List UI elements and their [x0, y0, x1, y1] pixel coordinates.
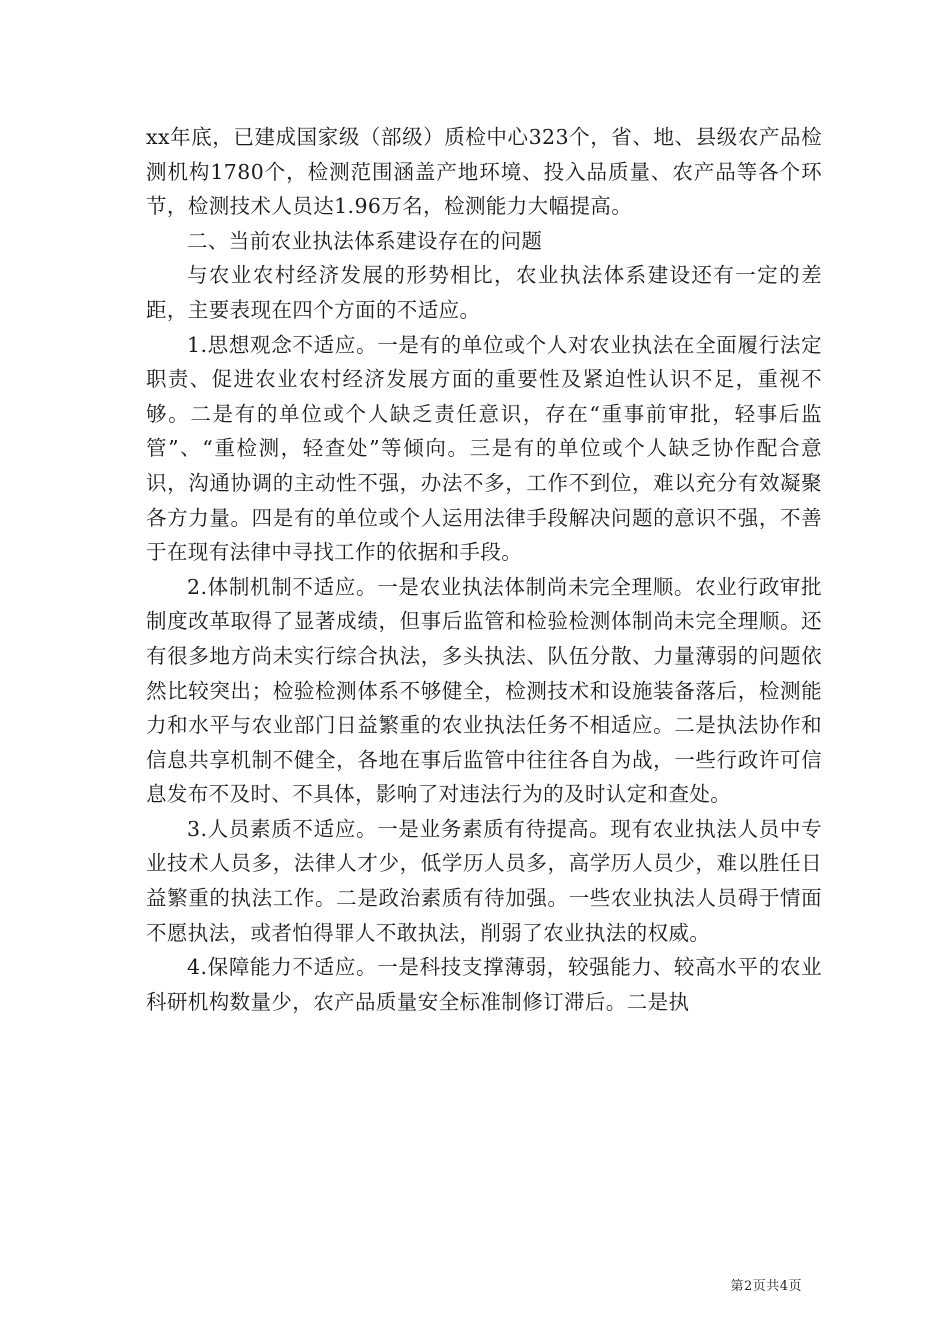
- page-number: 第2页共4页: [730, 1279, 802, 1294]
- paragraph-intro: 与农业农村经济发展的形势相比，农业执法体系建设还有一定的差距，主要表现在四个方面的不适应。: [146, 263, 822, 322]
- paragraph-point-2: 2.体制机制不适应。一是农业执法体制尚未完全理顺。农业行政审批制度改革取得了显著成绩，但事后监管和检验检测体制尚未完全理顺。还有很多地方尚未实行综合执法，多头执法、队伍分散、力量薄弱的问题依然比较突出；检验检测体系不够健全，检测技术和设施装备落后，检测能力和水平与农业部门日益繁重的农业执法任务不相适应。二是执法协作和信息共享机制不健全，各地在事后监管中往往各自为战，一些行政许可信息发布不及时、不具体，影响了对违法行为的及时认定和查处。: [146, 574, 822, 807]
- document-body: [146, 120, 822, 1019]
- paragraph-point-4: 4.保障能力不适应。一是科技支撑薄弱，较强能力、较高水平的农业科研机构数量少，农产品质量安全标准制修订滞后。二是执: [146, 955, 822, 1014]
- section-heading: 二、当前农业执法体系建设存在的问题: [187, 228, 543, 253]
- paragraph-point-3: 3.人员素质不适应。一是业务素质有待提高。现有农业执法人员中专业技术人员多，法律人才少，低学历人员多，高学历人员少，难以胜任日益繁重的执法工作。二是政治素质有待加强。一些农业执法人员碍于情面不愿执法，或者怕得罪人不敢执法，削弱了农业执法的权威。: [146, 816, 822, 945]
- paragraph-point-1: 1.思想观念不适应。一是有的单位或个人对农业执法在全面履行法定职责、促进农业农村经济发展方面的重要性及紧迫性认识不足，重视不够。二是有的单位或个人缺乏责任意识，存在“重事前审批，轻事后监管”、“重检测，轻查处”等倾向。三是有的单位或个人缺乏协作配合意识，沟通协调的主动性不强，办法不多，工作不到位，难以充分有效凝聚各方力量。四是有的单位或个人运用法律手段解决问题的意识不强，不善于在现有法律中寻找工作的依据和手段。: [146, 332, 822, 565]
- paragraph-continuation: xx年底，已建成国家级（部级）质检中心323个，省、地、县级农产品检测机构1780个，检测范围涵盖产地环境、投入品质量、农产品等各个环节，检测技术人员达1.96万名，检测能力大幅提高。: [146, 125, 822, 219]
